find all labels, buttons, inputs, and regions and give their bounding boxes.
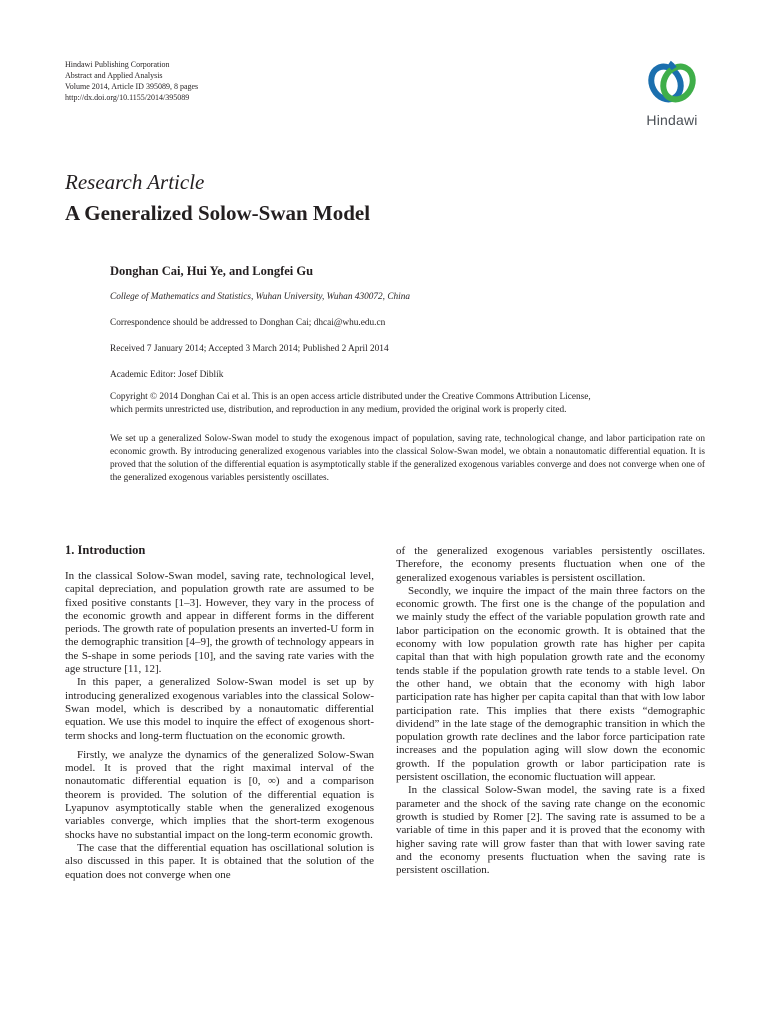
paragraph: In the classical Solow-Swan model, the saving rate is a fixed parameter and the shock of the saving rate change on the economic growth is studied by Romer [2]. The saving rate is assumed to be a variable of time in this paper and it is proved that the economy with higher saving rate will grow faster than that with lower saving rate and the economy presents fluctuation when the saving rate is persistent oscillation. bbox=[396, 784, 705, 877]
paragraph: In the classical Solow-Swan model, saving rate, technological level, capital depreciation, and population growth rate are assumed to be fixed positive constants [1–3]. However, they vary in the process of the economic growth and appear in different forms in the different periods. The growth rate of population presents an inverted-U form in the demographic transition [4–9], the growth of technology appears in the S-shape in some periods [10], and the saving rate varies with the age structure [11, 12]. bbox=[65, 570, 374, 676]
author-list: Donghan Cai, Hui Ye, and Longfei Gu bbox=[110, 264, 314, 278]
journal-header bbox=[65, 59, 198, 103]
correspondence: Correspondence should be addressed to Donghan Cai; dhcai@whu.edu.cn bbox=[110, 318, 386, 328]
academic-editor: Academic Editor: Josef Diblík bbox=[110, 370, 224, 380]
paragraph: of the generalized exogenous variables persistently oscillates. Therefore, the economy presents fluctuation when one of the generalized exogenous variables is persistent oscillation. bbox=[396, 545, 705, 584]
paragraph: In this paper, a generalized Solow-Swan model is set up by introducing generalized exogenous variables into the classical Solow-Swan model, which is described by a nonautomatic differential equation. We use this model to inquire the effect of exogenous short-term shocks and long-term fluctuation on the economic growth. bbox=[65, 676, 374, 742]
hindawi-rings-icon bbox=[647, 60, 697, 106]
copyright-line: Copyright © 2014 Donghan Cai et al. This is an open access article distributed under the Creative Commons Attribution License, bbox=[110, 392, 591, 402]
section-heading: 1. Introduction bbox=[65, 543, 146, 557]
abstract: We set up a generalized Solow-Swan model to study the exogenous impact of population, saving rate, technological change, and labor participation rate on economic growth. By introducing generalized exogenous variables into the classical Solow-Swan model, we obtain a nonautomatic differential equation. It is proved that the solution of the differential equation is asymptotically stable if the generalized exogenous variables converge and does not converge when one of the generalized exogenous variables persistently oscillates. bbox=[110, 434, 705, 483]
article-type: Research Article bbox=[65, 170, 205, 194]
hindawi-logo bbox=[636, 60, 708, 132]
paragraph: The case that the differential equation has oscillational solution is also discussed in this paper. It is obtained that the solution of the equation does not converge when one bbox=[65, 841, 374, 881]
publication-dates: Received 7 January 2014; Accepted 3 March 2014; Published 2 April 2014 bbox=[110, 344, 389, 354]
journal-name: Abstract and Applied Analysis bbox=[65, 71, 163, 80]
affiliation: College of Mathematics and Statistics, Wuhan University, Wuhan 430072, China bbox=[110, 292, 411, 302]
paragraph: Firstly, we analyze the dynamics of the generalized Solow-Swan model. It is proved that the right maximal interval of the nonautomatic differential equation is [0, ∞) and a comparison theorem is provided. The solution of the differential equation is Lyapunov asymptotically stable when the generalized exogenous variables converge, which implies that the short-term exogenous shocks have no substantial impact on the long-term economic growth. bbox=[65, 748, 374, 841]
publisher-name: Hindawi Publishing Corporation bbox=[65, 60, 170, 69]
article-title: A Generalized Solow-Swan Model bbox=[65, 201, 371, 225]
copyright-notice bbox=[110, 391, 710, 417]
paragraph: Secondly, we inquire the impact of the main three factors on the economic growth. The first one is the change of the population and we mainly study the effect of the variable population growth rate and labor participation on the economic growth. It is obtained that the economy with low population growth rate has higher per capita capital than that with high population growth rate and the economy tends stable if the population growth rate tends to a stable level. On the other hand, we obtain that the economy with high labor participation rate has higher per capita capital than that with low labor participation rate. This implies that there exists “demographic dividend” in the late stage of the demographic transition in which the population growth rate declines and the labor force participation rate increases and the population aging will slow down the economic growth. If the population growth or labor participation rate is persistent oscillation, the economic fluctuation will appear. bbox=[396, 584, 705, 784]
volume-info: Volume 2014, Article ID 395089, 8 pages bbox=[65, 82, 199, 91]
hindawi-logo-text: Hindawi bbox=[646, 112, 698, 128]
right-column bbox=[396, 545, 705, 877]
copyright-line: which permits unrestricted use, distribution, and reproduction in any medium, provided the original work is properly cited. bbox=[110, 405, 567, 415]
left-column bbox=[65, 570, 374, 882]
doi-link[interactable]: http://dx.doi.org/10.1155/2014/395089 bbox=[65, 93, 190, 102]
